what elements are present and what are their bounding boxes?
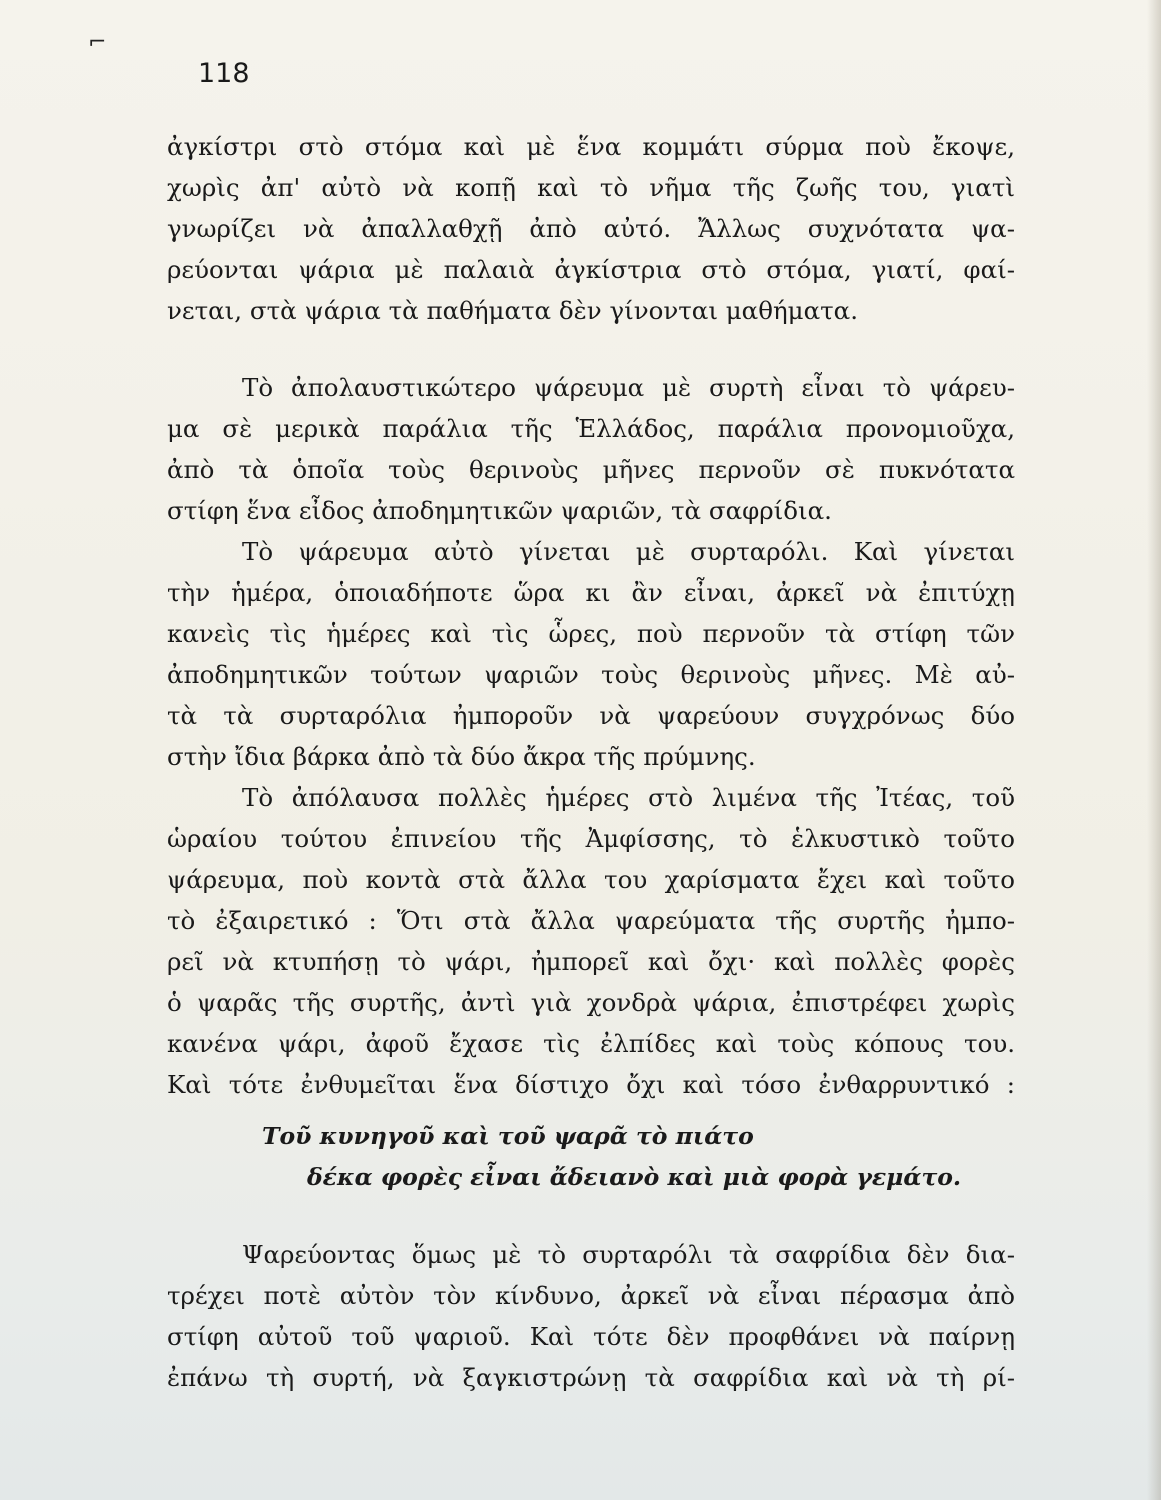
text-line: χωρὶς ἀπ' αὐτὸ νὰ κοπῇ καὶ τὸ νῆμα τῆς ζωῆς του, γιατὶ (167, 173, 1015, 202)
paragraph-2 (167, 367, 1015, 531)
text-line: ἀπὸ τὰ ὁποῖα τοὺς θερινοὺς μῆνες περνοῦν σὲ πυκνότατα (167, 455, 1015, 484)
text-line: νεται, στὰ ψάρια τὰ παθήματα δὲν γίνονται μαθήματα. (167, 296, 859, 325)
text-line: Ψαρεύοντας ὅμως μὲ τὸ συρταρόλι τὰ σαφρίδια δὲν δια- (242, 1240, 1015, 1269)
text-line: στίφη αὐτοῦ τοῦ ψαριοῦ. Καὶ τότε δὲν προφθάνει νὰ παίρνῃ (167, 1322, 1015, 1351)
text-line: Τὸ ἀπόλαυσα πολλὲς ἡμέρες στὸ λιμένα τῆς Ἰτέας, τοῦ (242, 783, 1015, 812)
text-line: ρεῖ νὰ κτυπήσῃ τὸ ψάρι, ἠμπορεῖ καὶ ὄχι· καὶ πολλὲς φορὲς (167, 947, 1015, 976)
text-line: Τὸ ἀπολαυστικώτερο ψάρευμα μὲ συρτὴ εἶναι τὸ ψάρευ- (242, 373, 1015, 402)
text-line: στὴν ἴδια βάρκα ἀπὸ τὰ δύο ἄκρα τῆς πρύμνης. (167, 742, 756, 771)
page-number: 118 (198, 58, 250, 89)
text-line: ψάρευμα, ποὺ κοντὰ στὰ ἄλλα του χαρίσματα ἔχει καὶ τοῦτο (167, 865, 1015, 894)
text-line: ὁ ψαρᾶς τῆς συρτῆς, ἀντὶ γιὰ χονδρὰ ψάρια, ἐπιστρέφει χωρὶς (167, 988, 1015, 1017)
verse-gap (167, 1105, 1015, 1116)
verse-couplet (167, 1116, 1015, 1198)
text-line: ἀγκίστρι στὸ στόμα καὶ μὲ ἕνα κομμάτι σύρμα ποὺ ἔκοψε, (167, 132, 1015, 161)
text-line: κανεὶς τὶς ἡμέρες καὶ τὶς ὧρες, ποὺ περνοῦν τὰ στίφη τῶν (167, 619, 1015, 648)
body-text (167, 126, 1015, 1398)
paragraph-gap (167, 1198, 1015, 1234)
paragraph-5 (167, 1234, 1015, 1398)
text-line: ἐπάνω τὴ συρτή, νὰ ξαγκιστρώνῃ τὰ σαφρίδια καὶ νὰ τὴ ρί- (167, 1363, 1015, 1392)
text-line: τὰ τὰ συρταρόλια ἠμποροῦν νὰ ψαρεύουν συγχρόνως δύο (167, 701, 1015, 730)
text-line: τὸ ἐξαιρετικό : Ὅτι στὰ ἄλλα ψαρεύματα τῆς συρτῆς ἠμπο- (167, 906, 1015, 935)
text-line: Τὸ ψάρευμα αὐτὸ γίνεται μὲ συρταρόλι. Καὶ γίνεται (242, 537, 1015, 566)
text-line: ρεύονται ψάρια μὲ παλαιὰ ἀγκίστρια στὸ στόμα, γιατί, φαί- (167, 255, 1015, 284)
corner-mark: ⌐ (88, 30, 107, 55)
text-line: γνωρίζει νὰ ἀπαλλαθχῇ ἀπὸ αὐτό. Ἄλλως συχνότατα ψα- (167, 214, 1015, 243)
text-line: ὡραίου τούτου ἐπινείου τῆς Ἀμφίσσης, τὸ ἑλκυστικὸ τοῦτο (167, 824, 1015, 853)
paragraph-1 (167, 126, 1015, 331)
paragraph-gap (167, 331, 1015, 367)
verse-line: Τοῦ κυνηγοῦ καὶ τοῦ ψαρᾶ τὸ πιάτο (262, 1122, 754, 1150)
text-line: κανένα ψάρι, ἀφοῦ ἔχασε τὶς ἐλπίδες καὶ τοὺς κόπους του. (167, 1029, 1015, 1058)
paragraph-3 (167, 531, 1015, 777)
text-line: ἀποδημητικῶν τούτων ψαριῶν τοὺς θερινοὺς μῆνες. Μὲ αὐ- (167, 660, 1015, 689)
text-line: στίφη ἕνα εἶδος ἀποδημητικῶν ψαριῶν, τὰ σαφρίδια. (167, 496, 832, 525)
text-line: Καὶ τότε ἐνθυμεῖται ἕνα δίστιχο ὄχι καὶ τόσο ἐνθαρρυντικό : (167, 1070, 1015, 1099)
text-line: μα σὲ μερικὰ παράλια τῆς Ἑλλάδος, παράλια προνομιοῦχα, (167, 414, 1015, 443)
text-line: τὴν ἡμέρα, ὁποιαδήποτε ὥρα κι ἂν εἶναι, ἀρκεῖ νὰ ἐπιτύχῃ (167, 578, 1015, 607)
verse-line: δέκα φορὲς εἶναι ἄδειανὸ καὶ μιὰ φορὰ γεμάτο. (307, 1163, 962, 1191)
paragraph-4 (167, 777, 1015, 1105)
text-line: τρέχει ποτὲ αὐτὸν τὸν κίνδυνο, ἀρκεῖ νὰ εἶναι πέρασμα ἀπὸ (167, 1281, 1015, 1310)
page-edge-shadow (1147, 0, 1161, 1500)
